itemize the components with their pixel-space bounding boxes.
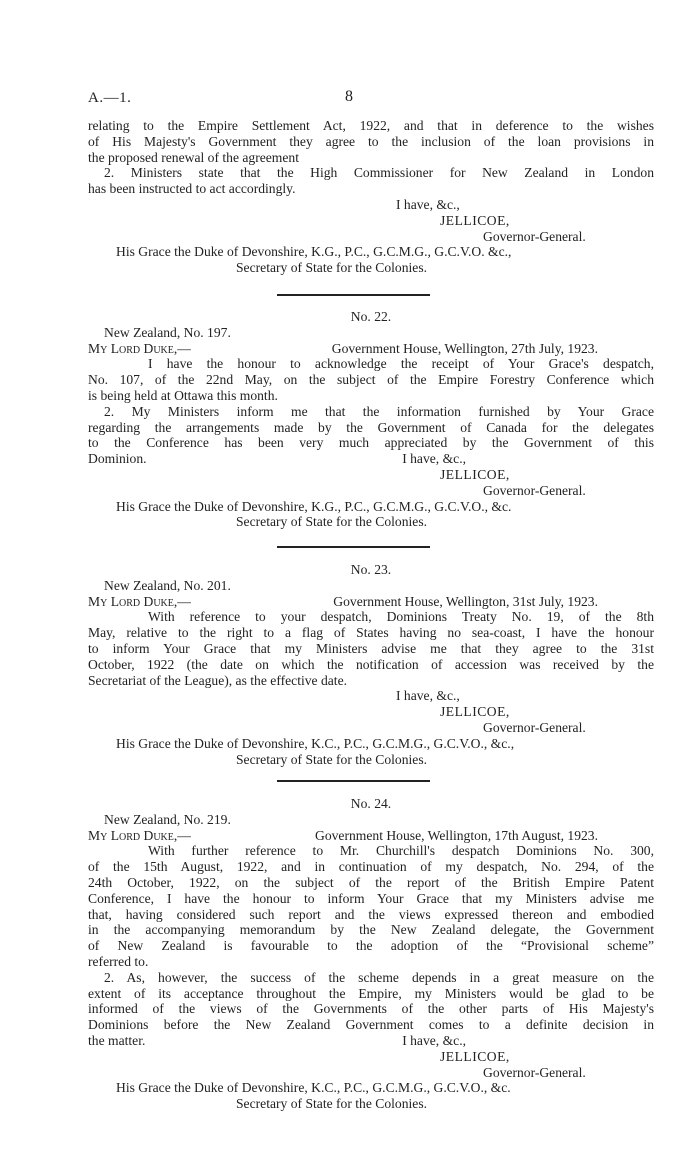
body-line: the proposed renewal of the agreement	[88, 149, 299, 165]
signatory-title: Governor-General.	[483, 1064, 586, 1080]
body-line: to the Conference has been very much appreciated by the Government of this	[88, 435, 654, 451]
body-line: Dominion.	[88, 451, 147, 467]
body-line: 2. My Ministers inform me that the information furnished by Your Grace	[104, 403, 654, 419]
addressee-line: His Grace the Duke of Devonshire, K.C., P.C., G.C.M.G., G.C.V.O., &c.	[116, 1080, 511, 1096]
salutation: My Lord Duke,—	[88, 593, 191, 609]
body-line: in the accompanying memorandum by the New Zealand delegate, the Government	[88, 922, 654, 938]
body-line: Secretariat of the League), as the effective date.	[88, 672, 348, 688]
body-line: to inform Your Grace that my Ministers advise me that they agree to the 31st	[88, 640, 654, 656]
body-line: With reference to your despatch, Dominions Treaty No. 19, of the 8th	[148, 609, 654, 625]
addressee-office: Secretary of State for the Colonies.	[236, 1096, 428, 1112]
closing-have: I have, &c.,	[402, 1032, 466, 1048]
despatch-number: No. 24.	[350, 796, 392, 811]
section-divider	[277, 780, 430, 782]
addressee-office: Secretary of State for the Colonies.	[236, 260, 428, 276]
body-line: Dominions before the New Zealand Government comes to a definite decision in	[88, 1017, 654, 1033]
signatory-name: JELLICOE,	[440, 704, 510, 720]
body-line: regarding the arrangements made by the Government of Canada for the delegates	[88, 419, 654, 435]
place-date: Government House, Wellington, 27th July, 1923.	[331, 340, 598, 356]
signatory-name: JELLICOE,	[440, 1048, 510, 1064]
signatory-name: JELLICOE,	[440, 466, 510, 482]
body-line: that, having considered such report and the views expressed thereon and embodied	[88, 906, 654, 922]
despatch-reference: New Zealand, No. 219.	[104, 811, 231, 827]
place-date: Government House, Wellington, 31st July, 1923.	[333, 593, 598, 609]
body-line: I have the honour to acknowledge the receipt of Your Grace's despatch,	[148, 356, 654, 372]
addressee-line: His Grace the Duke of Devonshire, K.G., P.C., G.C.M.G., G.C.V.O. &c.,	[116, 244, 512, 260]
body-line: has been instructed to act accordingly.	[88, 181, 296, 197]
body-line: of New Zealand is favourable to the adoption of the “Provisional scheme”	[88, 938, 654, 954]
signatory-title: Governor-General.	[483, 719, 586, 735]
body-line: of the 15th August, 1922, and in continuation of my despatch, No. 294, of the	[88, 859, 654, 875]
addressee-line: His Grace the Duke of Devonshire, K.G., P.C., G.C.M.G., G.C.V.O., &c.	[116, 498, 512, 514]
body-line: 2. Ministers state that the High Commissioner for New Zealand in London	[104, 165, 654, 181]
body-line: referred to.	[88, 953, 149, 969]
closing-have: I have, &c.,	[402, 451, 466, 467]
signatory-title: Governor-General.	[483, 482, 586, 498]
body-line: of His Majesty's Government they agree to the inclusion of the loan provisions in	[88, 133, 654, 149]
salutation: My Lord Duke,—	[88, 827, 191, 843]
salutation-row	[88, 594, 654, 610]
body-line: 2. As, however, the success of the scheme depends in a great measure on the	[104, 969, 654, 985]
body-line: No. 107, of the 22nd May, on the subject of the Empire Forestry Conference which	[88, 372, 654, 388]
body-line: relating to the Empire Settlement Act, 1922, and that in deference to the wishes	[88, 118, 654, 133]
body-line: extent of its acceptance throughout the Empire, my Ministers would be glad to be	[88, 985, 654, 1001]
salutation: My Lord Duke,—	[88, 340, 191, 356]
parliamentary-paper-ref: A.—1.	[88, 90, 132, 106]
despatch-23	[88, 562, 654, 767]
despatch-reference: New Zealand, No. 201.	[104, 577, 231, 593]
body-line: May, relative to the right to a flag of States having no sea-coast, I have the honour	[88, 625, 654, 641]
despatch-number: No. 22.	[350, 309, 392, 324]
salutation-row	[88, 828, 654, 844]
salutation-row	[88, 341, 654, 357]
letter-continuation	[88, 118, 654, 276]
signatory-name: JELLICOE,	[440, 212, 510, 228]
body-line-with-closing	[88, 451, 654, 467]
body-line: the matter.	[88, 1032, 146, 1048]
body-line: Conference, I have the honour to inform Your Grace that my Ministers advise me	[88, 890, 654, 906]
page-number: 8	[345, 88, 353, 105]
body-line-with-closing	[88, 1033, 654, 1049]
body-line: 24th October, 1922, on the subject of the report of the British Empire Patent	[88, 874, 654, 890]
despatch-22	[88, 309, 654, 530]
body-line: With further reference to Mr. Churchill's despatch Dominions No. 300,	[148, 843, 654, 859]
despatch-reference: New Zealand, No. 197.	[104, 324, 231, 340]
body-line: informed of the views of the Governments of the other parts of His Majesty's	[88, 1001, 654, 1017]
despatch-number: No. 23.	[350, 562, 392, 577]
place-date: Government House, Wellington, 17th August, 1923.	[315, 827, 598, 843]
body-line: is being held at Ottawa this month.	[88, 387, 278, 403]
section-divider	[277, 546, 430, 548]
body-line: October, 1922 (the date on which the notification of accession was received by the	[88, 656, 654, 672]
signatory-title: Governor-General.	[483, 228, 586, 244]
closing-have: I have, &c.,	[396, 688, 460, 704]
addressee-office: Secretary of State for the Colonies.	[236, 514, 428, 530]
addressee-office: Secretary of State for the Colonies.	[236, 751, 428, 767]
addressee-line: His Grace the Duke of Devonshire, K.C., P.C., G.C.M.G., G.C.V.O., &c.,	[116, 735, 515, 751]
despatch-24	[88, 796, 654, 1112]
closing-have: I have, &c.,	[396, 196, 460, 212]
section-divider	[277, 294, 430, 296]
